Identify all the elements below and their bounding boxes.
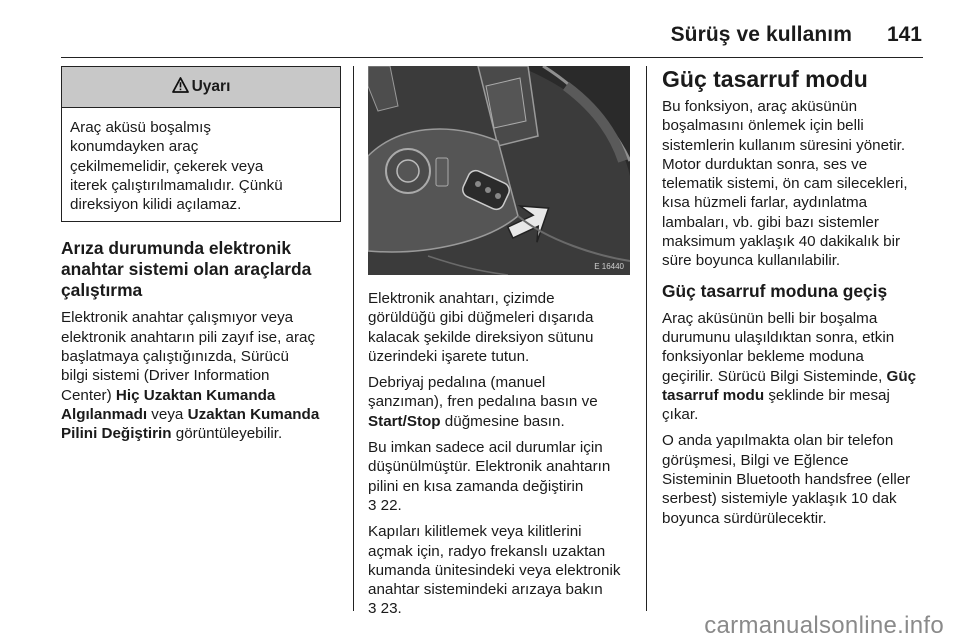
subsection-heading: Güç tasarruf moduna geçiş: [662, 280, 888, 301]
display-message: Güç: [886, 367, 917, 385]
warning-body: [62, 108, 340, 221]
display-message: Pilini Değiştirin: [61, 425, 172, 443]
figure-code: E 16440: [594, 262, 624, 271]
text-line: serbest) sistemiyle yaklaşık 10 dak: [662, 490, 897, 508]
text-line: pilini en kısa zamanda değiştirin: [368, 477, 584, 495]
page-number: 141: [886, 23, 922, 46]
text-run: Center): [61, 386, 116, 404]
text-line: fonksiyonlar bekleme moduna: [662, 348, 864, 366]
text-line: anahtar sistemindeki arızaya bakın: [368, 581, 603, 599]
warning-header: [62, 67, 340, 108]
text-line: kumanda ünitesindeki veya elektronik: [368, 561, 621, 579]
text-line: Debriyaj pedalına (manuel: [368, 374, 546, 392]
body-paragraph: [368, 289, 640, 366]
heading-line: çalıştırma: [61, 280, 143, 301]
text-line: Araç aküsünün belli bir boşalma: [662, 309, 878, 327]
text-line: bilgi sistemi (Driver Information: [61, 367, 270, 385]
text-line: durumunu ulaşıldıktan sonra, etkin: [662, 328, 895, 346]
text-line: Motor durduktan sonra, ses ve: [662, 155, 868, 173]
warning-title: Uyarı: [191, 78, 231, 95]
display-message: Uzaktan Kumanda: [187, 405, 320, 423]
text-line: Elektronik anahtarı, çizimde: [368, 290, 555, 307]
column-divider-right: [646, 66, 647, 611]
text-line: üzerindeki işarete tutun.: [368, 347, 530, 365]
text-line: [368, 412, 640, 431]
text-line: çıkar.: [662, 406, 699, 424]
middle-column: [368, 66, 640, 626]
text-line: maksimum yaklaşık 40 dakikalık bir: [662, 233, 901, 251]
text-line: boşalmasını önlemek için belli: [662, 117, 864, 135]
right-column: [662, 66, 952, 535]
warning-line: konumdayken araç: [70, 138, 199, 156]
text-line: [61, 386, 346, 405]
text-line: Bu fonksiyon, araç aküsünün: [662, 98, 858, 115]
text-line: görüşmesi, Bilgi ve Eğlence: [662, 451, 849, 469]
heading-line: anahtar sistemi olan araçlarda: [61, 259, 312, 280]
text-run: veya: [147, 405, 188, 423]
text-line: görüldüğü gibi düğmeleri dışarıda: [368, 309, 594, 327]
text-line: düşünülmüştür. Elektronik anahtarın: [368, 458, 611, 476]
text-line: Elektronik anahtar çalışmıyor veya: [61, 309, 294, 327]
text-line: elektronik anahtarın pili zayıf ise, araç: [61, 328, 316, 346]
text-line: açmak için, radyo frekanslı uzaktan: [368, 542, 606, 560]
body-paragraph: [662, 431, 952, 527]
text-line: O anda yapılmakta olan bir telefon: [662, 432, 894, 450]
page-reference: 3 22.: [368, 496, 402, 514]
section-heading: [61, 238, 346, 301]
text-line: boyunca sürdürülecektir.: [662, 509, 827, 527]
body-paragraph: [368, 438, 640, 515]
display-message: Algılanmadı: [61, 405, 148, 423]
text-line: kısa hüzmeli farlar, aydınlatma: [662, 194, 868, 212]
chapter-title: Sürüş ve kullanım: [670, 23, 852, 46]
text-line: kalacak şekilde direksiyon sütunu: [368, 328, 594, 346]
warning-line: Araç aküsü boşalmış: [70, 119, 211, 136]
warning-box: [61, 66, 341, 222]
watermark: carmanualsonline.info: [704, 612, 944, 639]
text-line: şanzıman), fren pedalına basın ve: [368, 393, 598, 411]
body-paragraph: [662, 309, 952, 425]
header-rule: [61, 57, 923, 58]
text-run: düğmesine basın.: [440, 412, 565, 430]
warning-line: çekilmemelidir, çekerek veya: [70, 157, 264, 175]
warning-triangle-icon: [172, 77, 189, 98]
section-heading: Güç tasarruf modu: [662, 66, 868, 92]
page-reference: 3 23.: [368, 600, 402, 618]
text-line: Sisteminin Bluetooth handsfree (eller: [662, 471, 911, 489]
text-line: [662, 367, 952, 386]
steering-column-illustration: [368, 66, 630, 275]
text-line: [61, 405, 346, 424]
illustration-drawing: [368, 66, 630, 275]
text-run: şeklinde bir mesaj: [764, 386, 890, 404]
body-paragraph: [61, 308, 346, 443]
text-line: telematik sistemi, ön cam silecekleri,: [662, 175, 908, 193]
text-line: [662, 386, 952, 405]
display-message: Hiç Uzaktan Kumanda: [115, 386, 276, 404]
text-line: lambaları, vb. gibi bazı sistemler: [662, 213, 879, 231]
text-line: başlatmaya çalıştığınızda, Sürücü: [61, 348, 289, 366]
text-line: sistemlerin kullanım süresini yönetir.: [662, 136, 906, 154]
warning-line: direksiyon kilidi açılamaz.: [70, 196, 242, 214]
text-line: [61, 424, 346, 443]
body-paragraph: [368, 522, 640, 618]
heading-line: Arıza durumunda elektronik: [61, 238, 291, 259]
text-line: Kapıları kilitlemek veya kilitlerini: [368, 523, 582, 541]
left-column: [61, 66, 346, 451]
body-paragraph: [662, 97, 952, 271]
body-paragraph: [368, 373, 640, 431]
warning-text: [70, 118, 332, 214]
text-run: görüntüleyebilir.: [171, 425, 283, 443]
text-line: Bu imkan sadece acil durumlar için: [368, 439, 603, 457]
column-divider-left: [353, 66, 354, 611]
text-run: geçirilir. Sürücü Bilgi Sisteminde,: [662, 367, 887, 385]
start-stop-label: Start/Stop: [368, 412, 441, 430]
display-message: tasarruf modu: [662, 386, 765, 404]
text-line: süre boyunca kullanılabilir.: [662, 252, 841, 270]
warning-line: iterek çalıştırılmamalıdır. Çünkü: [70, 176, 283, 194]
